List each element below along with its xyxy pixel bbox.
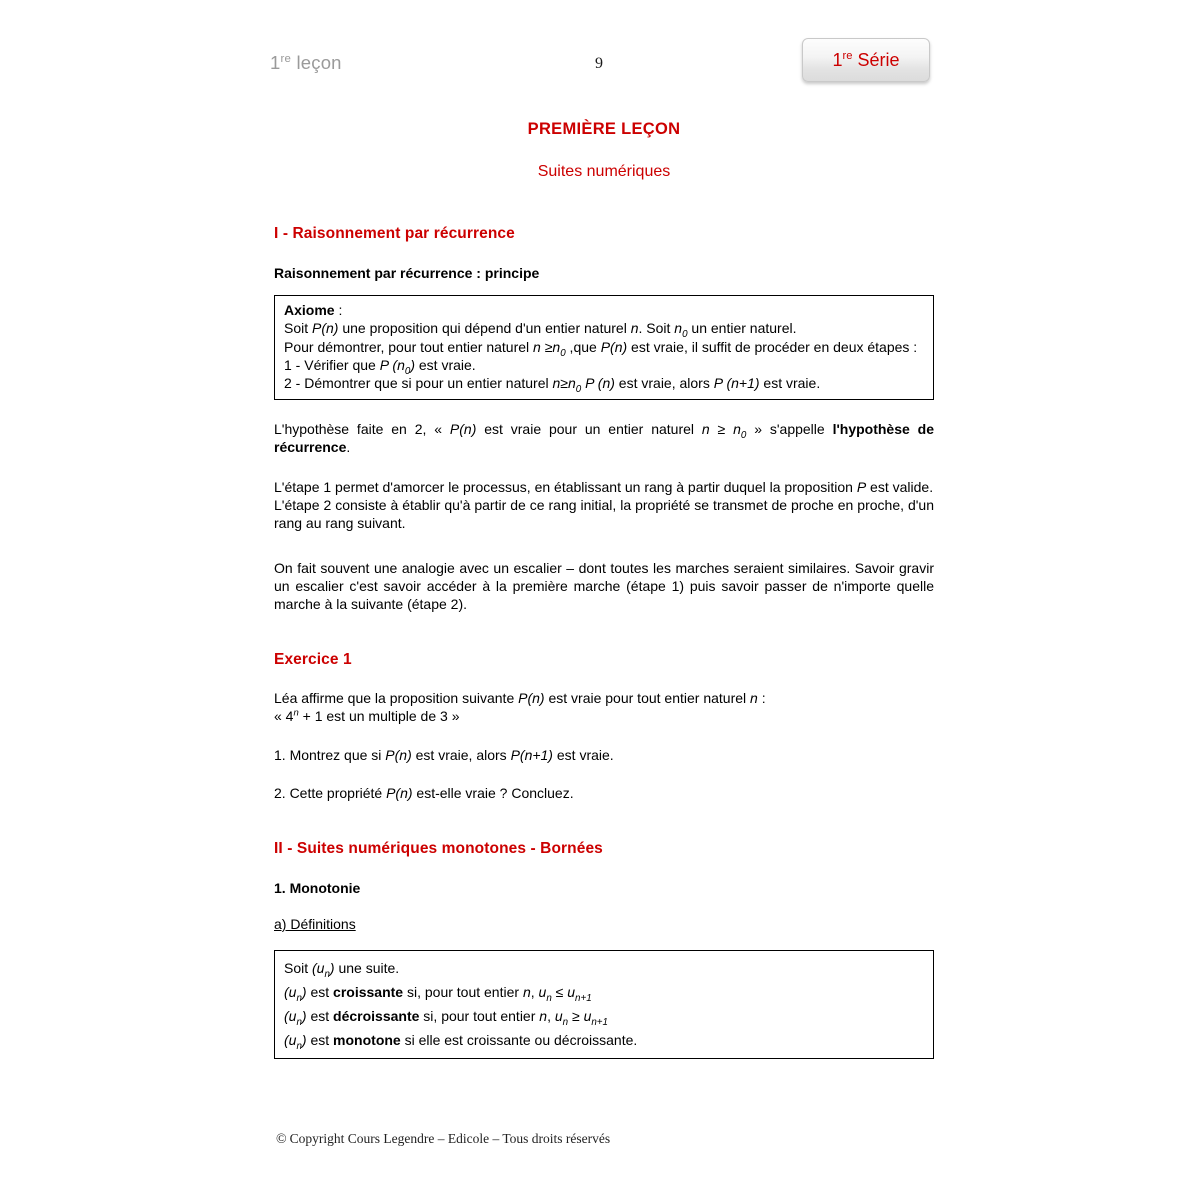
ex-intro-e: : [757, 690, 766, 707]
ex-q1-a: 1. Montrez que si [274, 746, 386, 763]
paragraph-step1 [274, 478, 934, 496]
hyp-n0: n [733, 420, 741, 437]
def-l3-u-sub: n [562, 1016, 569, 1028]
axiom-line-4 [284, 374, 924, 396]
axiom-l1-a: Soit [284, 320, 313, 337]
series-badge[interactable] [802, 38, 930, 82]
definition-line-monotone [284, 1028, 924, 1052]
def-l2-u-sub: n [546, 992, 552, 1004]
definitions-box [274, 950, 934, 1059]
ex-stmt-exponent: n [293, 707, 299, 719]
axiom-line-1 [284, 319, 924, 341]
subheading-monotonie: 1. Monotonie [274, 879, 361, 896]
header-lesson-ordinal-suffix: re [280, 52, 292, 65]
axiom-l3-d: est vraie. [415, 356, 476, 373]
axiom-box [274, 295, 934, 400]
def-l2-c: est [306, 983, 334, 1000]
hyp-n0-sub: 0 [740, 429, 747, 441]
axiom-l4-a: 2 - Démontrer que si pour un entier naturel [284, 375, 553, 392]
axiom-l4-f: est vraie. [759, 375, 821, 392]
hyp-end: . [346, 438, 351, 455]
def-l3-un: (u [284, 1008, 297, 1025]
footer-copyright [276, 1131, 610, 1148]
def-l4-paren: ) [301, 1032, 307, 1049]
def-l1-a: Soit [284, 959, 313, 976]
axiom-label: Axiome [284, 302, 335, 318]
def-l3-n: n [539, 1008, 548, 1025]
def-l2-leq: ≤ [551, 983, 568, 1000]
def-l1-paren: ) [329, 959, 335, 976]
step1-p: P [856, 479, 867, 496]
def-l3-f: , [547, 1008, 555, 1025]
series-badge-number: 1 [832, 49, 843, 70]
ex-q1-pn1: P(n+1) [510, 746, 553, 763]
subheading-principe: Raisonnement par récurrence : principe [274, 265, 540, 281]
ex-stmt-b: + 1 est un multiple de 3 » [298, 708, 460, 725]
page-number: 9 [595, 55, 603, 72]
axiom-l2-n: n [533, 338, 541, 355]
section-heading-1: I - Raisonnement par récurrence [274, 225, 515, 242]
def-l2-u2: u [567, 983, 576, 1000]
ex-intro-c: est vraie pour tout entier naturel [544, 690, 751, 707]
exercise-question-1 [274, 746, 934, 764]
def-l2-f: , [530, 983, 539, 1000]
ex-q1-c: est vraie, alors [411, 746, 511, 763]
ex-intro-pn: P(n) [518, 690, 545, 707]
axiom-l3-a: 1 - Vérifier que [284, 356, 380, 373]
def-l2-d: si, pour tout entier [403, 983, 523, 1000]
axiom-l4-pn1: P (n+1) [713, 375, 760, 392]
exercise-statement [274, 707, 934, 725]
def-l3-paren: ) [301, 1008, 307, 1025]
axiom-label-line [284, 301, 924, 319]
axiom-l1-g: un entier naturel. [687, 320, 797, 337]
hyp-bold: l'hypothèse de récurrence [274, 420, 935, 455]
ex-q1-e: est vraie. [552, 746, 614, 763]
series-badge-ordinal-suffix: re [842, 49, 853, 62]
axiom-l4-ngeqn0: n≥n [552, 375, 576, 392]
def-l4-un-sub: n [296, 1040, 302, 1052]
axiom-l3-paren: ) [410, 356, 415, 373]
def-l3-u: u [554, 1008, 563, 1025]
ex-stmt-a: « 4 [274, 708, 294, 725]
copyright-text: Copyright Cours Legendre – Edicole – Tous droits réservés [289, 1131, 611, 1146]
def-l2-n: n [522, 983, 531, 1000]
document-title: PREMIÈRE LEÇON [527, 120, 681, 138]
document-subtitle: Suites numériques [537, 163, 671, 180]
axiom-l4-n0-sub: 0 [575, 384, 582, 396]
exercise-intro [274, 689, 934, 707]
axiom-l1-n0-sub: 0 [682, 329, 688, 341]
hyp-g: » s'appelle [746, 420, 833, 437]
ex-q2-a: 2. Cette propriété [274, 784, 387, 801]
def-l4-d: si elle est croissante ou décroissante. [400, 1032, 638, 1049]
hyp-geq: ≥ [709, 420, 734, 437]
subheading-definitions-wrap [274, 916, 934, 934]
axiom-l1-c: une proposition qui dépend d'un entier naturel [338, 320, 631, 337]
def-l3-u2-sub: n+1 [591, 1016, 608, 1028]
axiom-l4-pn: P (n) [581, 375, 615, 392]
axiom-l2-pn: P(n) [600, 338, 628, 355]
ex-intro-a: Léa affirme que la proposition suivante [274, 690, 519, 707]
def-l2-un-sub: n [296, 992, 302, 1004]
def-l2-paren: ) [301, 983, 307, 1000]
def-l4-c: est [306, 1032, 334, 1049]
def-l4-un: (u [284, 1032, 297, 1049]
ex-intro-n: n [750, 690, 758, 707]
header-lesson-word: leçon [291, 52, 342, 73]
series-badge-word: Série [852, 49, 900, 70]
def-l3-geq: ≥ [568, 1008, 584, 1025]
step1-a: L'étape 1 permet d'amorcer le processus, en établissant un rang à partir duquel la proposition [274, 479, 857, 496]
ex-q2-c: est-elle vraie ? Concluez. [412, 784, 574, 801]
hyp-c: est vraie pour un entier naturel [476, 420, 702, 437]
def-l4-bold: monotone [333, 1032, 401, 1049]
axiom-l3-pn0-sub: 0 [404, 365, 411, 377]
axiom-l2-n0: n [552, 338, 561, 355]
axiom-l2-e: ,que [565, 338, 601, 355]
paragraph-stairs-analogy: On fait souvent une analogie avec un escalier – dont toutes les marches seraient similaires. Savoir gravir un escalier c'est savoir accéder à la première marche (étape 1) puis savoir passer de n'importe quelle marche à la suivante (étape 2). [274, 559, 934, 612]
axiom-l2-n0-sub: 0 [560, 347, 566, 359]
def-l3-u2: u [583, 1008, 592, 1025]
definition-line-croissante [284, 980, 924, 1004]
definition-line-1 [284, 956, 924, 980]
axiom-l2-a: Pour démontrer, pour tout entier naturel [284, 338, 534, 355]
def-l2-u: u [538, 983, 547, 1000]
ex-q2-pn: P(n) [386, 784, 413, 801]
def-l1-d: une suite. [334, 959, 400, 976]
section-heading-2: II - Suites numériques monotones - Bornées [274, 839, 603, 857]
axiom-l2-g: est vraie, il suffit de procéder en deux étapes : [627, 338, 918, 355]
axiom-l1-n0: n [674, 320, 683, 337]
def-l3-un-sub: n [296, 1016, 302, 1028]
exercise-question-2 [274, 784, 934, 802]
axiom-l1-e: . Soit [638, 320, 675, 337]
page-header [270, 38, 930, 92]
header-lesson-number: 1 [270, 52, 281, 73]
def-l1-un-sub: n [324, 968, 330, 980]
paragraph-step2: L'étape 2 consiste à établir qu'à partir de ce rang initial, la propriété se transmet de proche en proche, d'un rang au rang suivant. [274, 497, 934, 532]
document-content [274, 118, 934, 1059]
paragraph-hypothesis [274, 420, 934, 456]
def-l3-bold: décroissante [333, 1008, 420, 1025]
hyp-pn: P(n) [449, 420, 477, 437]
def-l2-un: (u [284, 983, 297, 1000]
exercise-heading: Exercice 1 [274, 651, 352, 669]
subheading-definitions: a) Définitions [274, 915, 356, 932]
definition-line-decroissante [284, 1004, 924, 1028]
axiom-l3-pn0: P (n [379, 356, 405, 373]
header-lesson-label [270, 52, 342, 74]
axiom-line-3 [284, 356, 924, 377]
axiom-line-2 [284, 338, 924, 359]
hyp-a: L'hypothèse faite en 2, « [274, 420, 450, 437]
axiom-l1-pn: P(n) [312, 320, 339, 337]
hyp-n: n [701, 420, 710, 437]
def-l3-d: si, pour tout entier [419, 1008, 540, 1025]
ex-q1-pn: P(n) [385, 746, 412, 763]
series-badge-label [833, 50, 900, 71]
def-l1-un: (u [312, 959, 325, 976]
axiom-l2-geq: ≥ [540, 338, 553, 355]
axiom-l4-d: est vraie, alors [614, 375, 714, 392]
copyright-icon: © [276, 1132, 287, 1147]
def-l2-bold: croissante [333, 983, 404, 1000]
def-l3-c: est [306, 1008, 334, 1025]
axiom-l1-n: n [630, 320, 639, 337]
def-l2-u2-sub: n+1 [575, 992, 592, 1004]
step1-c: est valide. [866, 479, 934, 496]
axiom-label-colon: : [334, 302, 343, 318]
